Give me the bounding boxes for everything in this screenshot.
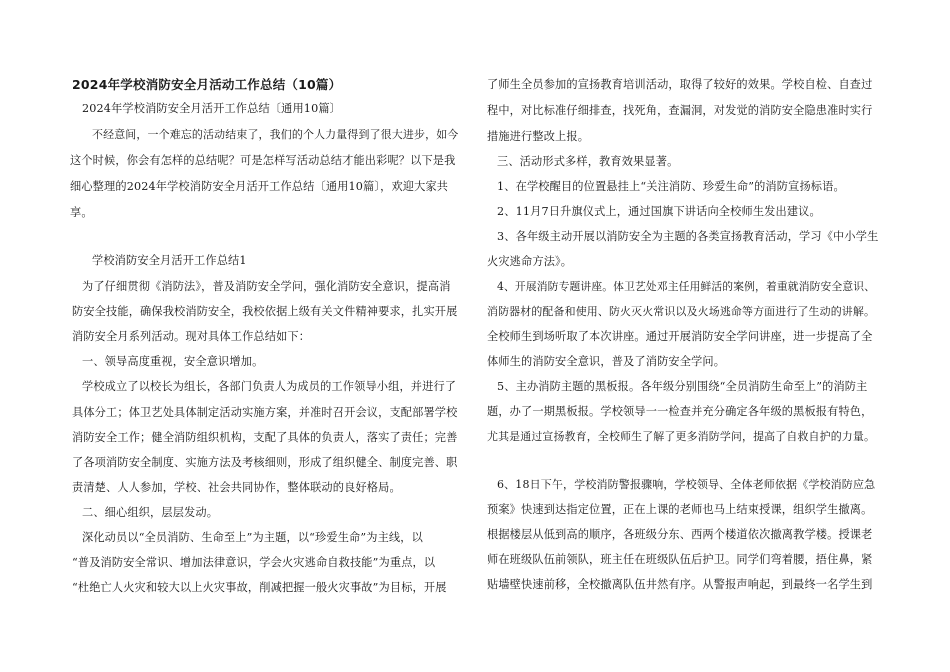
paragraph-line: 具体分工；体卫艺处具体制定活动实施方案，并准时召开会议，支配部署学校	[72, 406, 458, 419]
document-subtitle: 2024年学校消防安全月活开工作总结〔通用10篇〕	[82, 102, 342, 115]
paragraph-line: 消防安全工作；健全消防组织机构，支配了具体的负责人，落实了责任；完善	[72, 431, 458, 444]
paragraph-line: 责清楚、人人参加，学校、社会共同协作，整体联动的良好格局。	[72, 481, 401, 494]
paragraph-line: 了各项消防安全制度、实施方法及考核细则，形成了组织健全、制度完善、职	[72, 456, 458, 469]
paragraph-line: 防安全技能，确保我校消防安全，我校依据上级有关文件精神要求，扎实开展	[72, 305, 458, 318]
list-item: 2、11月7日升旗仪式上，通过国旗下讲话向全校师生发出建议。	[497, 205, 821, 218]
paragraph-line: 预案》快速到达指定位置，正在上课的老师也马上结束授课，组织学生撤离。	[487, 503, 873, 516]
list-item: 1、在学校醒目的位置悬挂上“关注消防、珍爱生命”的消防宣扬标语。	[497, 180, 845, 193]
paragraph-line: 体师生的消防安全意识，普及了消防安全学问。	[487, 355, 726, 368]
document-title: 2024年学校消防安全月活动工作总结（10篇）	[72, 77, 342, 92]
paragraph-line: 程中，对比标准仔细排查，找死角，查漏洞，对发觉的消防安全隐患准时实行	[487, 104, 873, 117]
intro-line: 这个时候，你会有怎样的总结呢？可是怎样写活动总结才能出彩呢？以下是我	[70, 154, 456, 167]
intro-line: 不经意间，一个难忘的活动结束了，我们的个人力量得到了很大进步，如今	[92, 128, 459, 141]
paragraph-line: “普及消防安全常识、增加法律意识，学会火灾逃命自救技能”为重点，以	[72, 556, 436, 569]
paragraph-line: 师在班级队伍前领队，班主任在班级队伍后护卫。同学们弯着腰，捂住鼻，紧	[487, 553, 873, 566]
paragraph-line: 了师生全员参加的宣扬教育培训活动，取得了较好的效果。学校自检、自查过	[487, 78, 873, 91]
paragraph-line: 深化动员以“全员消防、生命至上”为主题，以“珍爱生命”为主线，以	[82, 531, 423, 544]
paragraph-line: 消防器材的配备和使用、防火灭火常识以及火场逃命等方面进行了生动的讲解。	[487, 305, 876, 318]
list-item: 3、各年级主动开展以消防安全为主题的各类宣扬教育活动，学习《中小学生	[497, 230, 879, 243]
list-item: 4、开展消防专题讲座。体卫艺处邓主任用鲜活的案例，着重就消防安全意识、	[497, 280, 876, 293]
paragraph-line: 根据楼层从低到高的顺序，各班级分东、西两个楼道依次撤离教学楼。授课老	[487, 528, 873, 541]
subheading: 三、活动形式多样，教育效果显著。	[497, 155, 679, 168]
paragraph-line: 全校师生到场听取了本次讲座。通过开展消防安全学问讲座，进一步提高了全	[487, 330, 873, 343]
subheading: 一、领导高度重视，安全意识增加。	[82, 355, 264, 368]
subheading: 二、细心组织，层层发动。	[82, 506, 219, 519]
paragraph-line: “杜绝亡人火灾和较大以上火灾事故，削减把握一般火灾事故”为目标，开展	[72, 581, 447, 594]
paragraph-line: 消防安全月系列活动。现对具体工作总结如下：	[72, 330, 311, 343]
paragraph-line: 为了仔细贯彻《消防法》，普及消防安全学问，强化消防安全意识，提高消	[82, 280, 451, 293]
paragraph-line: 贴墙壁快速前移，全校撤离队伍井然有序。从警报声响起，到最终一名学生到	[487, 578, 873, 591]
intro-line: 细心整理的2024年学校消防安全月活开工作总结〔通用10篇〕，欢迎大家共	[70, 180, 449, 193]
paragraph-line: 学校成立了以校长为组长，各部门负责人为成员的工作领导小组，并进行了	[82, 380, 457, 393]
paragraph-line: 火灾逃命方法》。	[487, 255, 573, 268]
intro-line: 享。	[70, 206, 93, 219]
list-item: 6、18日下午，学校消防警报骤响，学校领导、全体老师依据《学校消防应急	[497, 478, 876, 491]
paragraph-line: 题，办了一期黑板报。学校领导一一检查并充分确定各年级的黑板报有特色，	[487, 405, 873, 418]
paragraph-line: 尤其是通过宣扬教育，全校师生了解了更多消防学问，提高了自救自护的力量。	[487, 430, 876, 443]
paragraph-line: 措施进行整改上报。	[487, 130, 590, 143]
section-heading: 学校消防安全月活开工作总结1	[92, 254, 247, 267]
list-item: 5、主办消防主题的黑板报。各年级分别围绕“全员消防生命至上”的消防主	[497, 380, 868, 393]
